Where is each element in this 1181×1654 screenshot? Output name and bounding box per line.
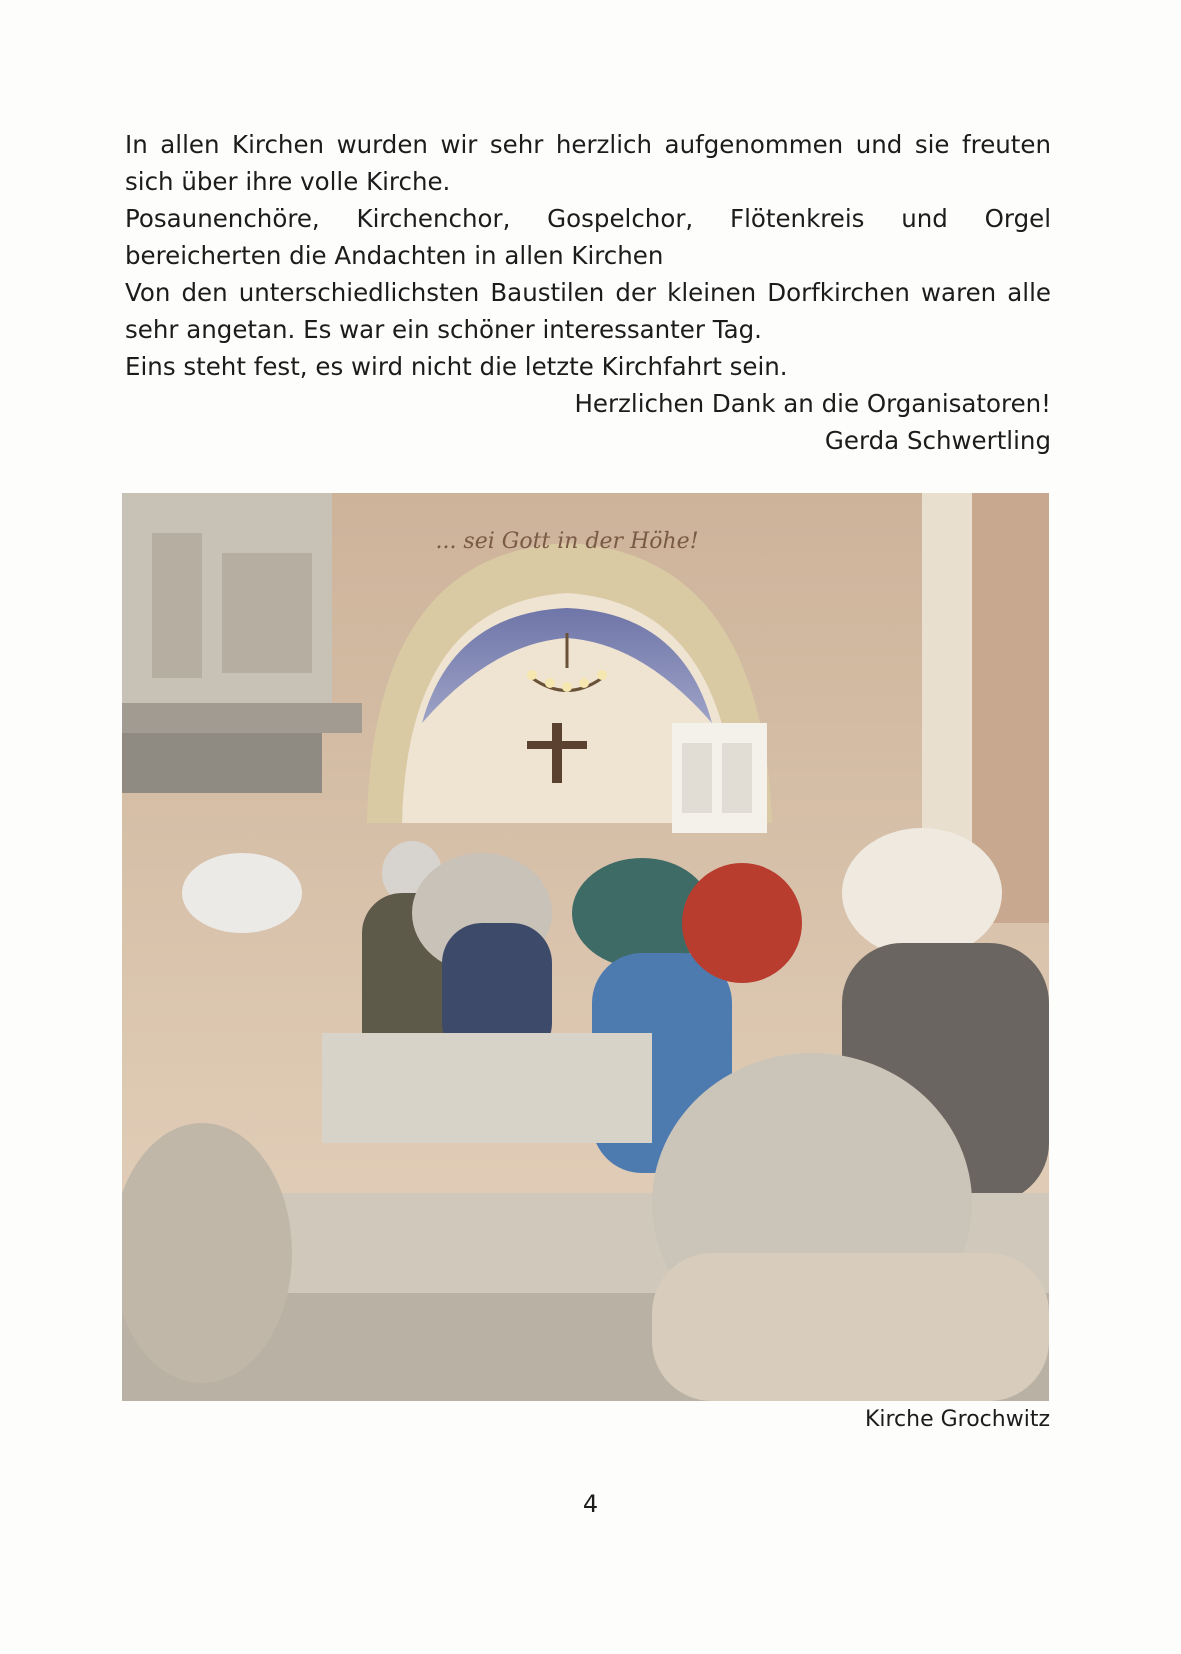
thanks-line: Herzlichen Dank an die Organisatoren! bbox=[574, 389, 1051, 418]
photo-caption: Kirche Grochwitz bbox=[864, 1407, 1050, 1432]
paragraph: Von den unterschiedlichsten Baustilen der kleinen Dorfkirchen waren alle sehr angetan. Es war ein schöner interessanter Tag. bbox=[125, 278, 1051, 344]
church-interior-photo bbox=[122, 493, 1049, 1401]
paragraph: Posaunenchöre, Kirchenchor, Gospelchor, Flötenkreis und Orgel bereicherten die Andachten in allen Kirchen bbox=[125, 204, 1051, 270]
article-text bbox=[125, 126, 1051, 459]
arch-inscription: ... sei Gott in der Höhe! bbox=[435, 529, 699, 554]
page-number: 4 bbox=[582, 1490, 599, 1518]
paragraph: In allen Kirchen wurden wir sehr herzlich aufgenommen und sie freuten sich über ihre volle Kirche. bbox=[125, 130, 1051, 196]
paragraph: Eins steht fest, es wird nicht die letzte Kirchfahrt sein. bbox=[125, 352, 788, 381]
author-name: Gerda Schwertling bbox=[824, 426, 1051, 455]
